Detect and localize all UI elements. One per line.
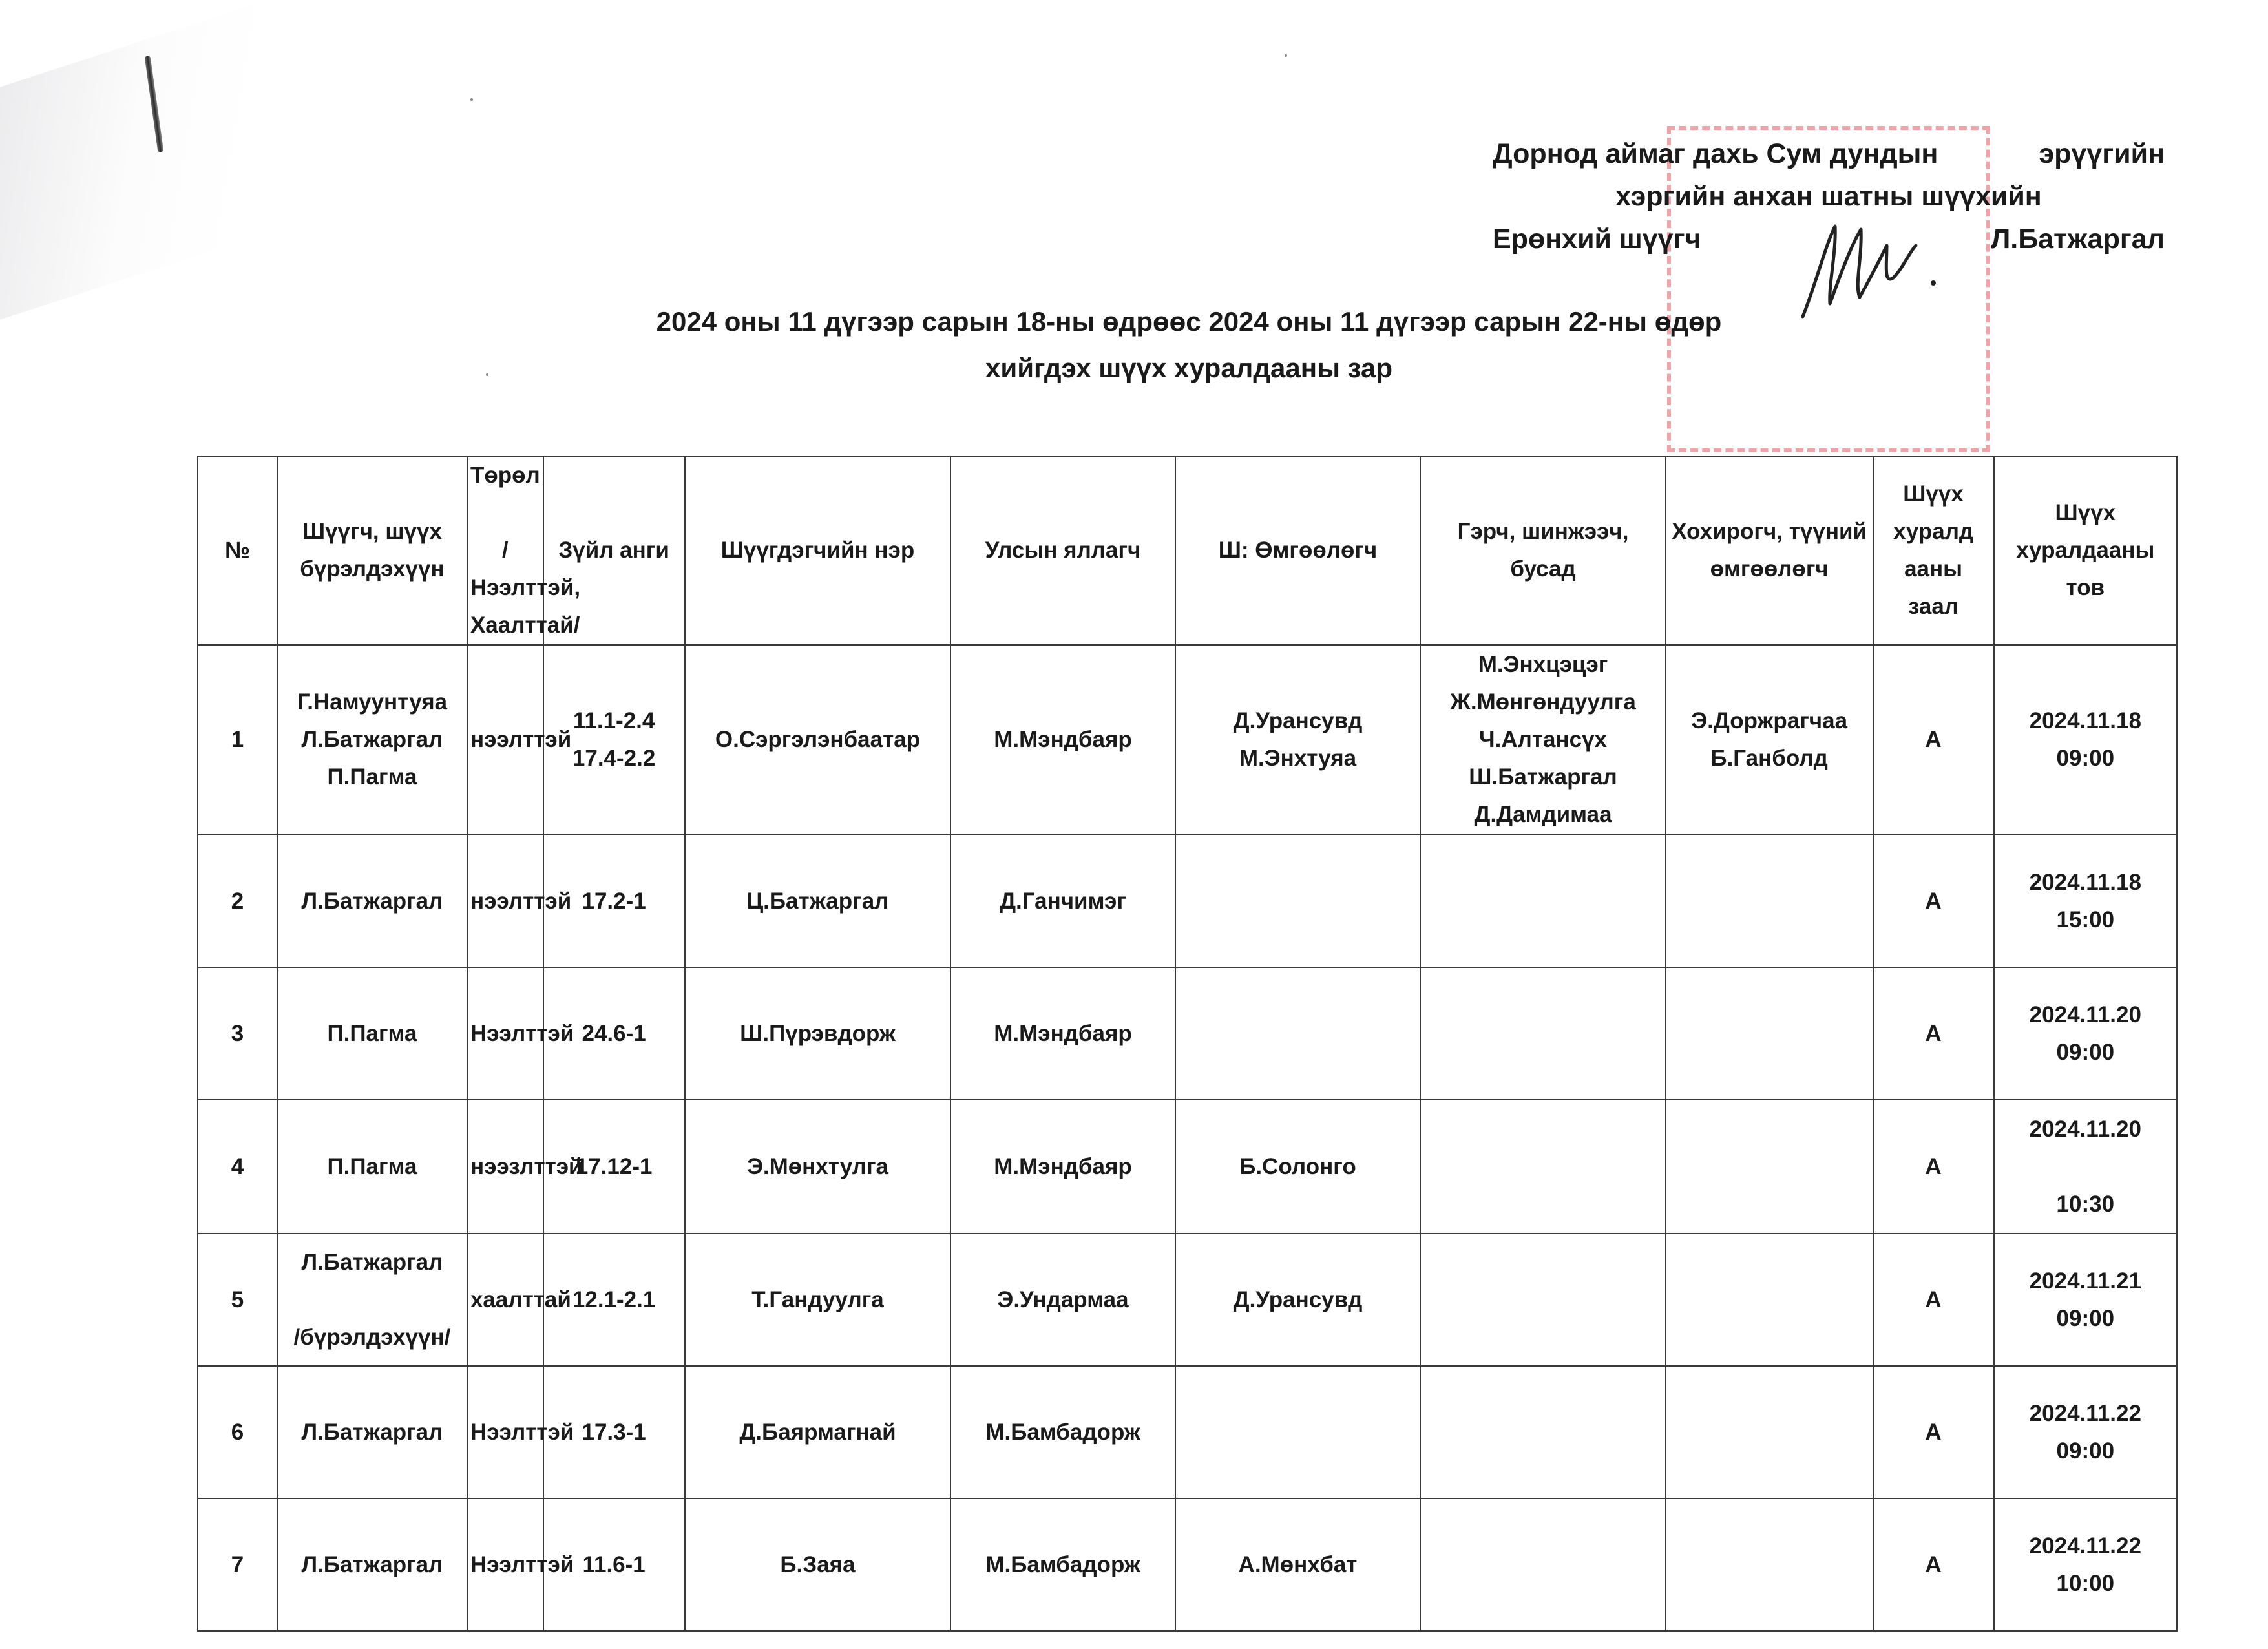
- document-title: [582, 299, 1796, 392]
- table-row: [198, 1234, 2177, 1366]
- table-header-row: [198, 456, 2177, 645]
- header-prosecutor: Улсын яллагч: [950, 456, 1175, 645]
- row-number: 5: [198, 1234, 277, 1366]
- header-victim: Хохирогч, түүний өмгөөлөгч: [1666, 456, 1873, 645]
- row-number: 1: [198, 645, 277, 835]
- witness-cell: [1420, 1234, 1666, 1366]
- defense-cell: А.Мөнхбат: [1175, 1498, 1421, 1631]
- article-cell: 12.1-2.1: [543, 1234, 685, 1366]
- type-cell: Нээлттэй: [467, 1498, 543, 1631]
- title-line1: 2024 оны 11 дүгээр сарын 18-ны өдрөөс 2024 оны 11 дүгээр сарын 22-ны өдөр: [656, 306, 1722, 337]
- type-cell: нээлттэй: [467, 645, 543, 835]
- judge-cell: Г.Намуунтуяа Л.Батжаргал П.Пагма: [277, 645, 467, 835]
- room-cell: А: [1873, 645, 1994, 835]
- row-number: 2: [198, 835, 277, 967]
- table-row: [198, 1100, 2177, 1234]
- header-defendant: Шүүгдэгчийн нэр: [685, 456, 951, 645]
- room-cell: А: [1873, 835, 1994, 967]
- header-room: Шүүх хуралд ааны заал: [1873, 456, 1994, 645]
- schedule-cell: 2024.11.22 10:00: [1994, 1498, 2177, 1631]
- article-cell: 17.3-1: [543, 1366, 685, 1498]
- header-article: Зүйл анги: [543, 456, 685, 645]
- defense-cell: [1175, 1366, 1421, 1498]
- prosecutor-cell: М.Мэндбаяр: [950, 967, 1175, 1100]
- court-name-line1-end: эрүүгийн: [2039, 138, 2165, 169]
- court-name-line1: Дорнод аймаг дахь Сум дундын: [1493, 138, 1938, 169]
- victim-cell: [1666, 1100, 1873, 1234]
- victim-cell: [1666, 967, 1873, 1100]
- schedule-cell: 2024.11.22 09:00: [1994, 1366, 2177, 1498]
- judge-cell: П.Пагма: [277, 967, 467, 1100]
- defendant-cell: Б.Заяа: [685, 1498, 951, 1631]
- judge-cell: Л.Батжаргал: [277, 835, 467, 967]
- victim-cell: [1666, 1366, 1873, 1498]
- table-row: [198, 1366, 2177, 1498]
- victim-cell: [1666, 1234, 1873, 1366]
- header-number: №: [198, 456, 277, 645]
- schedule-cell: 2024.11.18 15:00: [1994, 835, 2177, 967]
- witness-cell: [1420, 1366, 1666, 1498]
- scan-shadow: [0, 0, 297, 320]
- prosecutor-cell: М.Бамбадорж: [950, 1366, 1175, 1498]
- article-cell: 17.12-1: [543, 1100, 685, 1234]
- defense-cell: Д.Урансувд М.Энхтуяа: [1175, 645, 1421, 835]
- room-cell: А: [1873, 1366, 1994, 1498]
- defendant-cell: Э.Мөнхтулга: [685, 1100, 951, 1234]
- schedule-cell: 2024.11.20 09:00: [1994, 967, 2177, 1100]
- victim-cell: Э.Доржрагчаа Б.Ганболд: [1666, 645, 1873, 835]
- defendant-cell: Ш.Пүрэвдорж: [685, 967, 951, 1100]
- defense-cell: Д.Урансувд: [1175, 1234, 1421, 1366]
- witness-cell: [1420, 967, 1666, 1100]
- header-defense: Ш: Өмгөөлөгч: [1175, 456, 1421, 645]
- header-schedule: Шүүх хуралдааны тов: [1994, 456, 2177, 645]
- article-cell: 11.1-2.4 17.4-2.2: [543, 645, 685, 835]
- defense-cell: Б.Солонго: [1175, 1100, 1421, 1234]
- type-cell: хаалттай: [467, 1234, 543, 1366]
- schedule-cell: 2024.11.20 10:30: [1994, 1100, 2177, 1234]
- witness-cell: [1420, 1498, 1666, 1631]
- chief-judge-title: Ерөнхий шүүгч: [1493, 224, 1701, 255]
- victim-cell: [1666, 1498, 1873, 1631]
- type-cell: нээзлттэй: [467, 1100, 543, 1234]
- room-cell: А: [1873, 967, 1994, 1100]
- prosecutor-cell: М.Мэндбаяр: [950, 1100, 1175, 1234]
- type-cell: Нээлттэй: [467, 1366, 543, 1498]
- judge-cell: Л.Батжаргал: [277, 1366, 467, 1498]
- court-name-line2: хэргийн анхан шатны шүүхийн: [1615, 181, 2042, 212]
- witness-cell: [1420, 835, 1666, 967]
- judge-cell: Л.Батжаргал: [277, 1498, 467, 1631]
- article-cell: 17.2-1: [543, 835, 685, 967]
- victim-cell: [1666, 835, 1873, 967]
- room-cell: А: [1873, 1498, 1994, 1631]
- scan-speck: [470, 98, 473, 101]
- table-row: [198, 835, 2177, 967]
- header-witness: Гэрч, шинжээч, бусад: [1420, 456, 1666, 645]
- prosecutor-cell: М.Бамбадорж: [950, 1498, 1175, 1631]
- row-number: 4: [198, 1100, 277, 1234]
- prosecutor-cell: Д.Ганчимэг: [950, 835, 1175, 967]
- witness-cell: [1420, 1100, 1666, 1234]
- article-cell: 24.6-1: [543, 967, 685, 1100]
- row-number: 6: [198, 1366, 277, 1498]
- row-number: 7: [198, 1498, 277, 1631]
- scan-speck: [1285, 54, 1287, 57]
- room-cell: А: [1873, 1234, 1994, 1366]
- defense-cell: [1175, 835, 1421, 967]
- witness-cell: М.Энхцэцэг Ж.Мөнгөндуулга Ч.Алтансүх Ш.Батжаргал Д.Дамдимаа: [1420, 645, 1666, 835]
- signature-icon: [1790, 207, 1945, 330]
- chief-judge-name: Л.Батжаргал: [1991, 224, 2165, 255]
- header-type: Төрөл /Нээлттэй, Хаалттай/: [467, 456, 543, 645]
- table-row: [198, 1498, 2177, 1631]
- defendant-cell: Т.Гандуулга: [685, 1234, 951, 1366]
- defendant-cell: Ц.Батжаргал: [685, 835, 951, 967]
- defendant-cell: О.Сэргэлэнбаатар: [685, 645, 951, 835]
- judge-cell: П.Пагма: [277, 1100, 467, 1234]
- defense-cell: [1175, 967, 1421, 1100]
- hearing-schedule-table: [197, 456, 2178, 1632]
- schedule-cell: 2024.11.21 09:00: [1994, 1234, 2177, 1366]
- prosecutor-cell: М.Мэндбаяр: [950, 645, 1175, 835]
- defendant-cell: Д.Баярмагнай: [685, 1366, 951, 1498]
- scan-speck: [486, 373, 488, 376]
- table-row: [198, 645, 2177, 835]
- room-cell: А: [1873, 1100, 1994, 1234]
- header-judge: Шүүгч, шүүх бүрэлдэхүүн: [277, 456, 467, 645]
- schedule-cell: 2024.11.18 09:00: [1994, 645, 2177, 835]
- prosecutor-cell: Э.Ундармаа: [950, 1234, 1175, 1366]
- title-line2: хийгдэх шүүх хуралдааны зар: [985, 353, 1392, 383]
- row-number: 3: [198, 967, 277, 1100]
- type-cell: Нээлттэй: [467, 967, 543, 1100]
- table-row: [198, 967, 2177, 1100]
- judge-cell: Л.Батжаргал /бүрэлдэхүүн/: [277, 1234, 467, 1366]
- article-cell: 11.6-1: [543, 1498, 685, 1631]
- type-cell: нээлттэй: [467, 835, 543, 967]
